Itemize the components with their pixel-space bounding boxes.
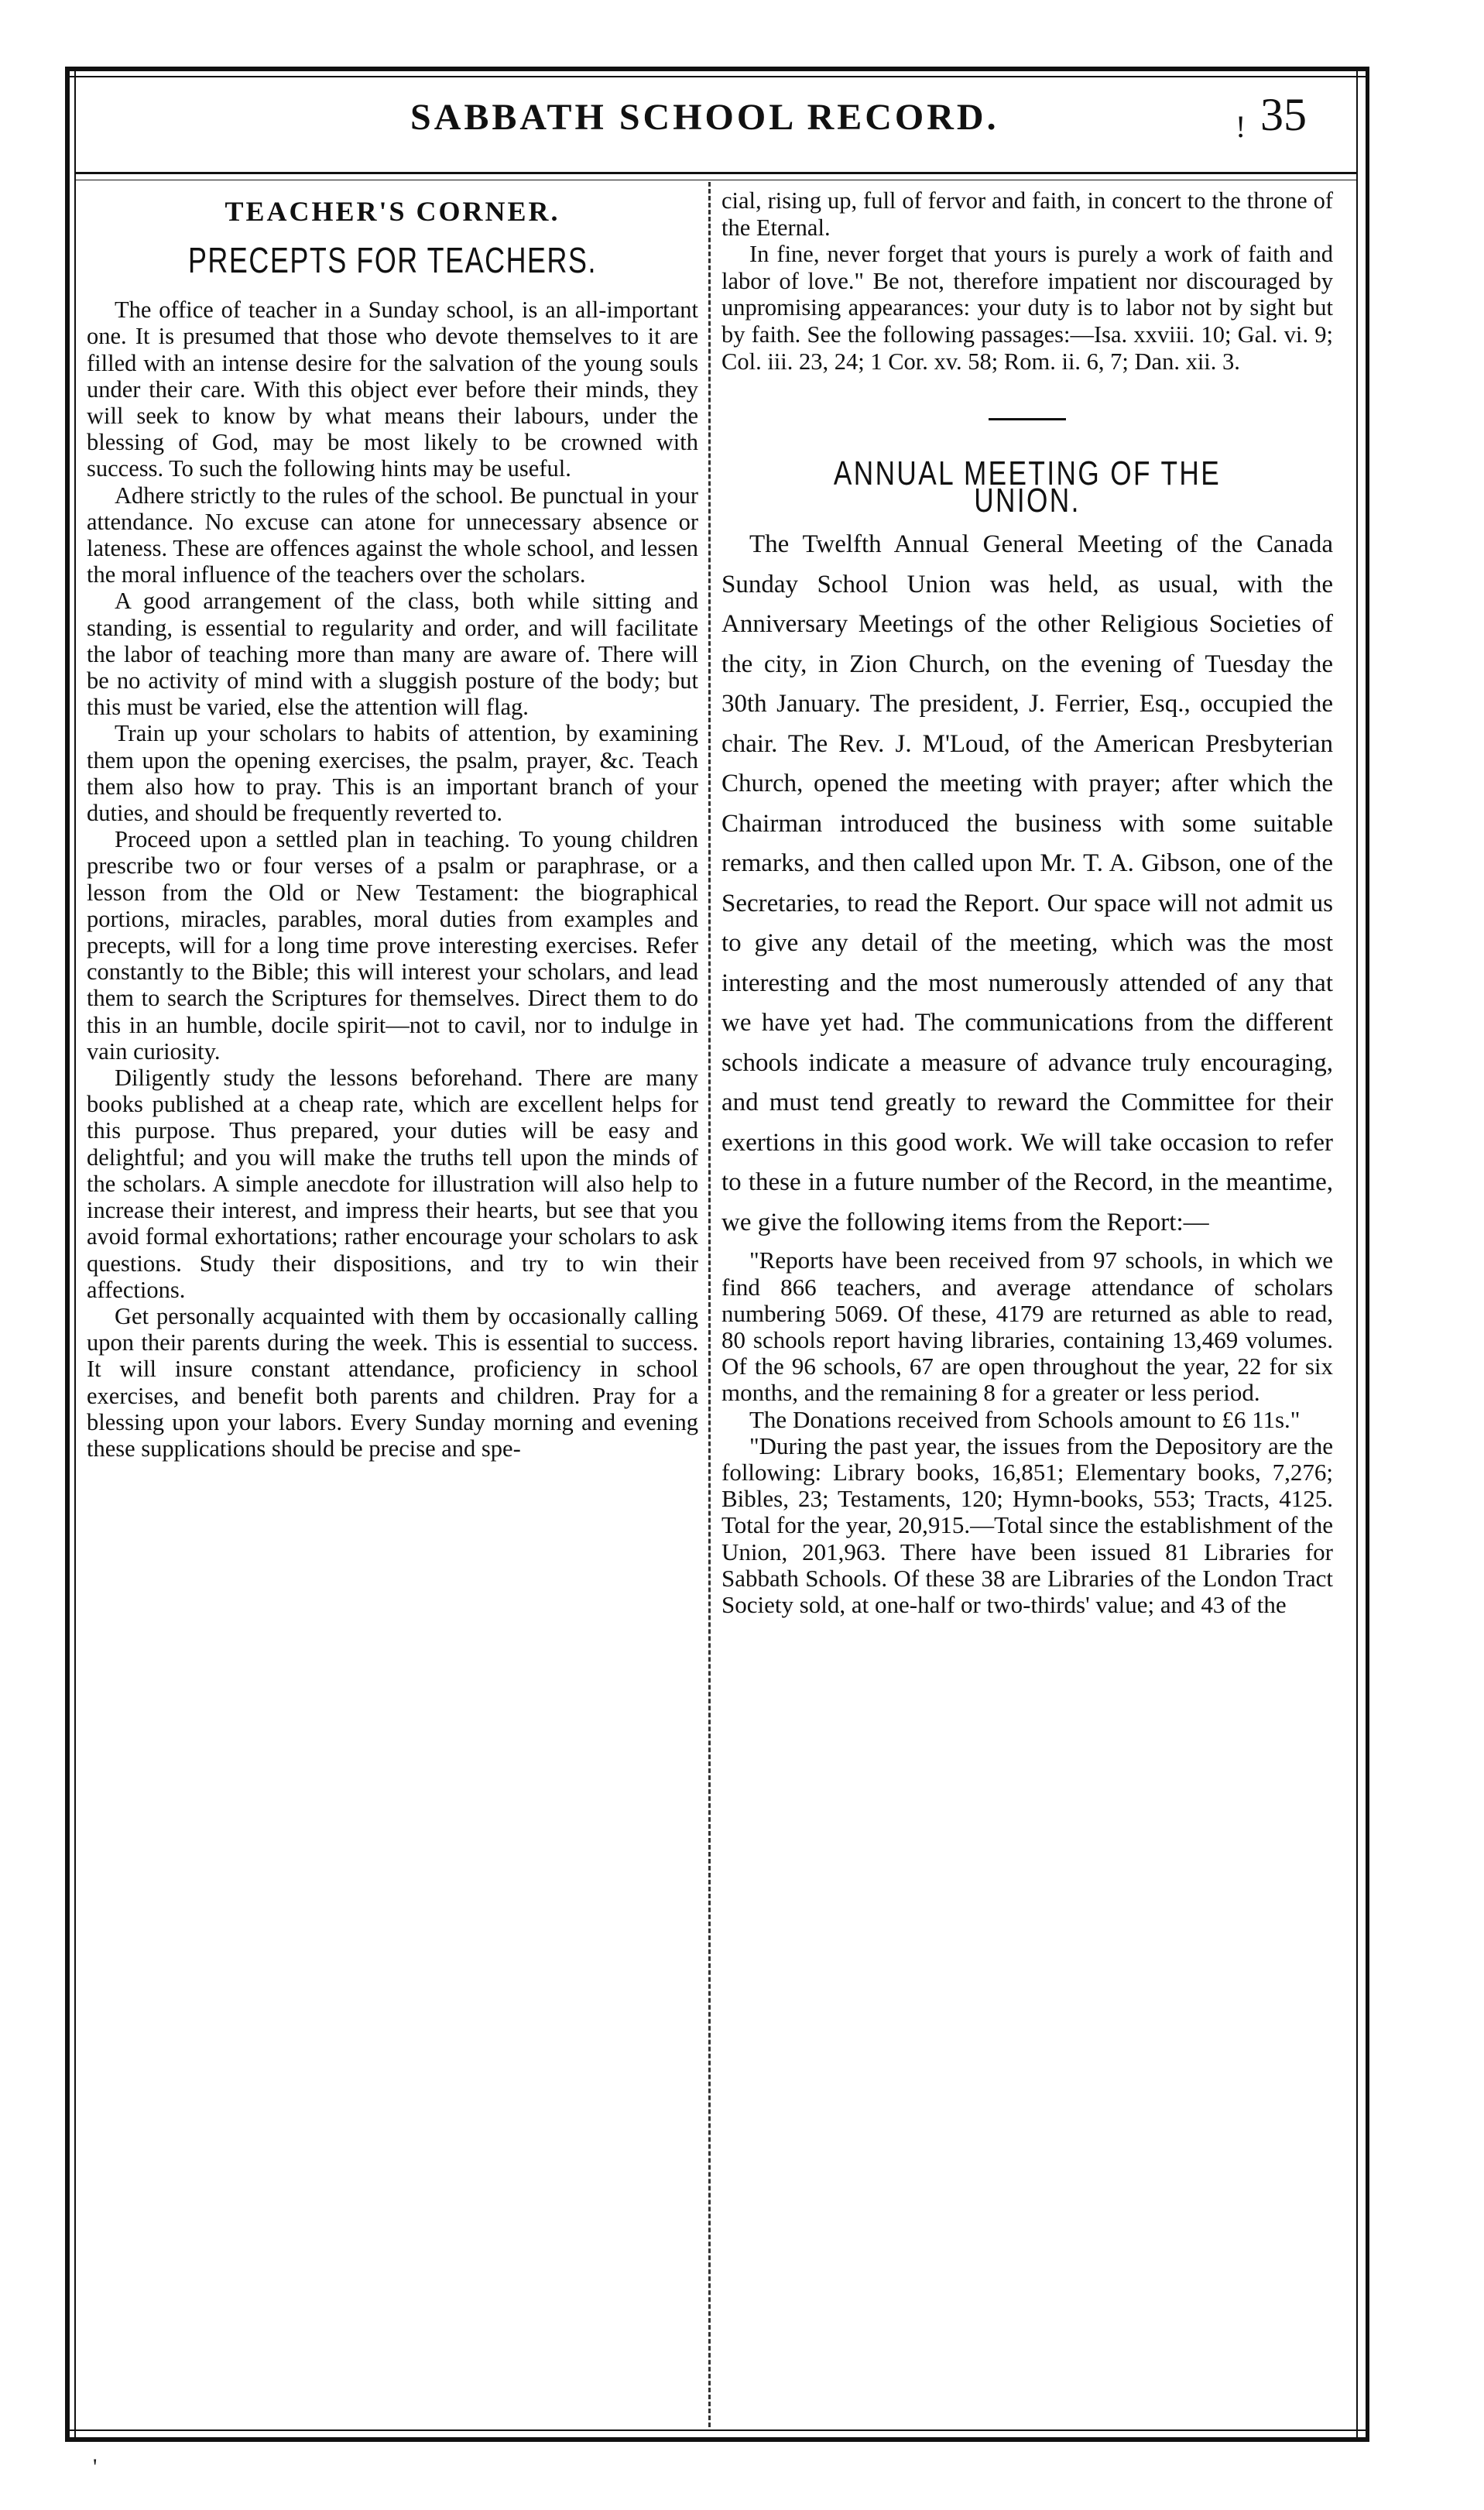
frame-right-inner-rule bbox=[1356, 67, 1358, 2442]
frame-bottom-inner-rule bbox=[65, 2429, 1369, 2431]
precepts-title: PRECEPTS FOR TEACHERS. bbox=[187, 239, 598, 280]
paragraph-study: Diligently study the lessons beforehand. There are many books published at a cheap rate, which are excellent helps for this purpose. Thus prepared, your duties will be easy and delightful; and you will make the truths tell upon the minds of the scholars. A simple anecdote for illustration will also help to increase their interest, and impress their hearts, but see that you avoid formal exhortations; rather encourage your scholars to ask questions. Study their dispositions, and try to win their affections. bbox=[87, 1065, 698, 1303]
frame-bottom-rule bbox=[65, 2437, 1369, 2442]
running-head: SABBATH SCHOOL RECORD. bbox=[410, 97, 999, 138]
right-column bbox=[721, 187, 1333, 1618]
teachers-corner-title: TEACHER'S CORNER. bbox=[224, 196, 560, 227]
paragraph-meeting: The Twelfth Annual General Meeting of the Canada Sunday School Union was held, as usual, with the Anniversary Meetings of the other Religious Societies of the city, in Zion Church, on the evening of Tuesday the 30th January. The president, J. Ferrier, Esq., occupied the chair. The Rev. J. M'Loud, of the American Presbyterian Church, opened the meeting with prayer; after which the Chairman introduced the business with some suitable remarks, and then called upon Mr. T. A. Gibson, one of the Secretaries, to read the Report. Our space will not admit us to give any detail of the meeting, which was the most interesting and the most numerously attended of any that we have yet had. The communications from the different schools indicate a measure of advance truly encouraging, and must tend greatly to reward the Committee for their exertions in this good work. We will take occasion to refer to these in a future number of the Record, in the meantime, we give the following items from the Report:— bbox=[721, 530, 1333, 1236]
paragraph-donations: The Donations received from Schools amount to £6 11s." bbox=[749, 1405, 1301, 1433]
section-break-rule bbox=[989, 418, 1066, 420]
paragraph-in-fine: In fine, never forget that yours is purely a work of faith and labor of love." Be not, therefore impatient nor discouraged by unpromising appearances: your duty is to labor not by sight but by faith. See the following passages:—Isa. xxviii. 10; Gal. vi. 9; Col. iii. 23, 24; 1 Cor. xv. 58; Rom. ii. 6, 7; Dan. xii. 3. bbox=[721, 241, 1333, 375]
paragraph-acquainted: Get personally acquainted with them by occasionally calling upon their parents during the week. This is essential to success. It will insure constant attendance, proficiency in school exercises, and benefit both parents and children. Pray for a blessing upon your labors. Every Sunday morning and evening these supplications should be precise and spe- bbox=[87, 1302, 698, 1462]
header-rule bbox=[76, 172, 1356, 174]
frame-top-inner-rule bbox=[65, 76, 1369, 77]
footer-mark: ' bbox=[93, 2454, 98, 2480]
paragraph-office: The office of teacher in a Sunday school, is an all-important one. It is presumed that those who devote themselves to it are filled with an intense desire for the salvation of the young souls under their care. With this object ever before their minds, they will seek to know by what means their labours, under the blessing of God, may be most likely to be crowned with success. To such the following hints may be useful. bbox=[87, 297, 698, 482]
paragraph-attention: Train up your scholars to habits of attention, by examining them upon the opening exercises, the psalm, prayer, &c. Teach them also how to pray. This is an important branch of your duties, and should be frequently reverted to. bbox=[87, 720, 698, 827]
frame-right-rule bbox=[1366, 67, 1369, 2442]
paragraph-adhere: Adhere strictly to the rules of the school. Be punctual in your attendance. No excuse can atone for unnecessary absence or lateness. These are offences against the whole school, and lessen the moral influence of the teachers over the scholars. bbox=[87, 482, 698, 588]
paragraph-reports: "Reports have been received from 97 schools, in which we find 866 teachers, and average attendance of scholars numbering 5069. Of these, 4179 are returned as able to read, 80 schools report having libraries, containing 13,469 volumes. Of the 96 schools, 67 are open throughout the year, 22 for six months, and the remaining 8 for a greater or less period. bbox=[721, 1246, 1333, 1407]
frame-left-inner-rule bbox=[74, 67, 76, 2442]
paragraph-continuation: cial, rising up, full of fervor and faith, in concert to the throne of the Eternal. bbox=[721, 187, 1333, 241]
frame-left-rule bbox=[65, 67, 70, 2442]
paragraph-depository: "During the past year, the issues from the Depository are the following: Library books, 16,851; Elementary books, 7,276; Bibles, 23; Testaments, 120; Hymn-books, 553; Tracts, 4125. Total for the year, 20,915.—Total since the establishment of the Union, 201,963. There have been issued 81 Libraries for Sabbath Schools. Of these 38 are Libraries of the London Tract Society sold, at one-half or two-thirds' value; and 43 of the bbox=[721, 1432, 1333, 1618]
paragraph-plan: Proceed upon a settled plan in teaching. To young children prescribe two or four verses of a psalm or paraphrase, or a lesson from the Old or New Testament: the biographical portions, miracles, parables, moral duties from examples and precepts, will for a long time prove interesting exercises. Refer constantly to the Bible; this will interest your scholars, and lead them to search the Scriptures for themselves. Direct them to do this in an humble, docile spirit—not to cavil, nor to indulge in vain curiosity. bbox=[87, 826, 698, 1065]
annual-meeting-title: ANNUAL MEETING OF THE UNION. bbox=[833, 454, 1222, 519]
frame-top-rule bbox=[65, 67, 1369, 71]
paragraph-arrangement: A good arrangement of the class, both while sitting and standing, is essential to regularity and order, and will facilitate the labor of teaching more than many are aware of. There will be no activity of mind with a sluggish posture of the body; but this must be varied, else the attention will flag. bbox=[87, 588, 698, 721]
left-column bbox=[87, 187, 698, 1462]
column-divider bbox=[708, 182, 711, 2427]
page-number: 35 bbox=[1260, 89, 1307, 140]
header-separator: ! bbox=[1236, 109, 1246, 144]
